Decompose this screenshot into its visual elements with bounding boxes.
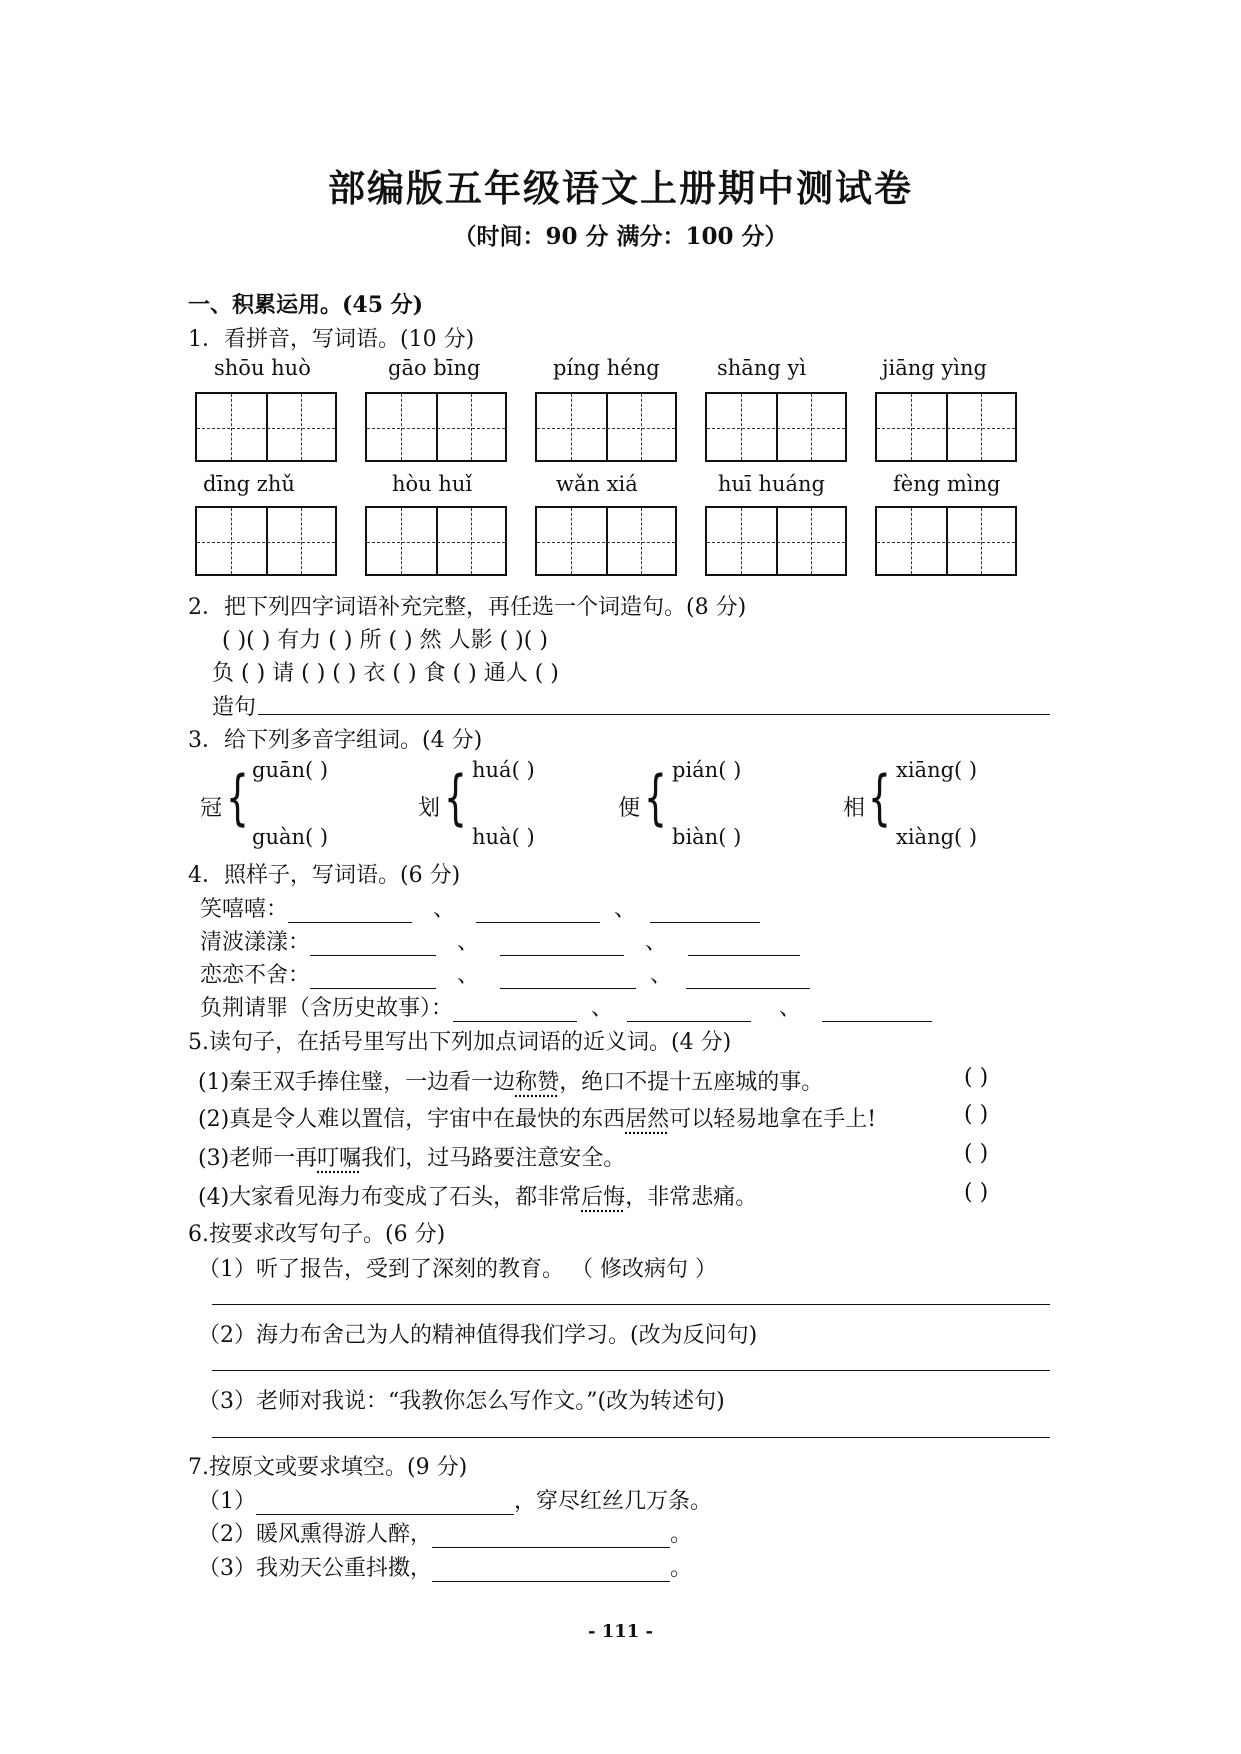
sentence-text: (4)大家看见海力布变成了石头，都非常: [198, 1185, 582, 1210]
dotted-word: 居然: [625, 1107, 670, 1132]
synonym-item: [198, 1102, 876, 1133]
writing-grid[interactable]: [705, 506, 847, 576]
word-pattern-row[interactable]: [200, 958, 810, 989]
sentence-text: (1)秦王双手捧住璧，一边看一边: [198, 1070, 516, 1095]
rewrite-item: （3）老师对我说：“我教你怎么写作文。”(改为转述句): [198, 1389, 725, 1414]
pinyin-label: píng héng: [553, 356, 660, 380]
brace-icon: {: [644, 763, 667, 833]
word-pattern-row[interactable]: [200, 892, 760, 923]
polyphone-char: 冠: [200, 796, 223, 821]
fill-item[interactable]: [198, 1551, 692, 1582]
question-6-label: 6.按要求改写句子。(6 分): [188, 1222, 446, 1247]
question-4-label: 4．照样子，写词语。(6 分): [188, 863, 461, 888]
dotted-word: 叮嘱: [317, 1146, 362, 1171]
page-number: - 111 -: [587, 1621, 654, 1642]
separator: 、: [457, 930, 480, 955]
writing-grid[interactable]: [875, 392, 1017, 462]
polyphone-top[interactable]: pián( ): [672, 758, 742, 782]
sentence-text: ，绝口不提十五座城的事。: [559, 1070, 824, 1095]
writing-grid[interactable]: [705, 392, 847, 462]
word-pattern-label: 清波漾漾：: [200, 930, 311, 955]
polyphone-bottom[interactable]: xiàng( ): [896, 825, 978, 849]
separator: 、: [779, 996, 802, 1021]
word-pattern-label: 恋恋不舍：: [200, 963, 311, 988]
separator: 、: [433, 897, 456, 922]
polyphone-char: 便: [618, 796, 641, 821]
polyphone-bottom[interactable]: biàn( ): [672, 825, 742, 849]
writing-grid[interactable]: [195, 506, 337, 576]
synonym-item: [198, 1180, 757, 1211]
writing-grid[interactable]: [365, 392, 507, 462]
item-text: （1）: [198, 1489, 256, 1514]
answer-blank[interactable]: [688, 933, 800, 956]
answer-blank[interactable]: [500, 933, 624, 956]
word-pattern-label: 负荆请罪（含历史故事）：: [200, 996, 454, 1021]
item-text: （3）我劝天公重抖擞，: [198, 1556, 432, 1581]
brace-icon: {: [868, 763, 891, 833]
answer-blank[interactable]: [822, 999, 932, 1022]
answer-paren[interactable]: ( ): [964, 1065, 989, 1090]
separator: 、: [650, 963, 673, 988]
writing-grid[interactable]: [195, 392, 337, 462]
word-pattern-row[interactable]: [200, 925, 800, 956]
question-3-label: 3．给下列多音字组词。(4 分): [188, 728, 483, 753]
answer-line[interactable]: [212, 1370, 1050, 1371]
answer-line[interactable]: [212, 1437, 1050, 1438]
answer-blank[interactable]: [650, 900, 760, 923]
polyphone-bottom[interactable]: huà( ): [472, 825, 535, 849]
rewrite-item: （1）听了报告，受到了深刻的教育。 （ 修改病句 ）: [198, 1257, 717, 1282]
polyphone-top[interactable]: huá( ): [472, 758, 535, 782]
answer-blank[interactable]: [310, 966, 436, 989]
question-5-label: 5.读句子，在括号里写出下列加点词语的近义词。(4 分): [188, 1030, 732, 1055]
item-text: 。: [670, 1556, 693, 1581]
polyphone-top[interactable]: xiāng( ): [896, 758, 978, 782]
writing-grid[interactable]: [535, 506, 677, 576]
synonym-item: [198, 1141, 625, 1172]
polyphone-char: 划: [418, 796, 441, 821]
brace-icon: {: [226, 763, 249, 833]
answer-blank[interactable]: [453, 999, 577, 1022]
sentence-text: 可以轻易地拿在手上!: [669, 1107, 877, 1132]
brace-icon: {: [444, 763, 467, 833]
word-pattern-row[interactable]: [200, 991, 932, 1022]
separator: 、: [614, 897, 637, 922]
writing-grid[interactable]: [535, 392, 677, 462]
item-text: ，穿尽红丝几万条。: [514, 1489, 713, 1514]
answer-blank[interactable]: [310, 933, 436, 956]
answer-blank[interactable]: [288, 900, 412, 923]
answer-blank[interactable]: [627, 999, 751, 1022]
section-heading: 一、积累运用。(45 分): [188, 292, 424, 318]
exam-info: （时间：90 分 满分：100 分）: [453, 223, 788, 250]
item-text: 。: [670, 1522, 693, 1547]
pinyin-label: gāo bīng: [388, 356, 481, 380]
idiom-fill-line[interactable]: 负 ( ) 请 ( ) ( ) 衣 ( ) 食 ( ) 通人 ( ): [212, 661, 559, 686]
answer-paren[interactable]: ( ): [964, 1102, 989, 1127]
writing-grid[interactable]: [365, 506, 507, 576]
question-7-label: 7.按原文或要求填空。(9 分): [188, 1455, 468, 1480]
answer-blank[interactable]: [432, 1559, 670, 1582]
synonym-item: [198, 1065, 823, 1096]
writing-grid[interactable]: [875, 506, 1017, 576]
page-title: 部编版五年级语文上册期中测试卷: [328, 166, 913, 210]
separator: 、: [457, 963, 480, 988]
separator: 、: [644, 930, 667, 955]
pinyin-label: jiāng yìng: [882, 356, 987, 380]
answer-line[interactable]: [212, 1304, 1050, 1305]
sentence-text: (2)真是令人难以置信，宇宙中在最快的东西: [198, 1107, 626, 1132]
answer-paren[interactable]: ( ): [964, 1141, 989, 1166]
separator: 、: [591, 996, 614, 1021]
answer-blank[interactable]: [500, 966, 636, 989]
pinyin-label: wǎn xiá: [556, 472, 638, 496]
dotted-word: 后悔: [581, 1185, 626, 1210]
sentence-text: (3)老师一再: [198, 1146, 318, 1171]
sentence-text: 我们，过马路要注意安全。: [361, 1146, 626, 1171]
answer-blank[interactable]: [256, 1492, 514, 1515]
idiom-fill-line[interactable]: ( )( ) 有力 ( ) 所 ( ) 然 人影 ( )( ): [222, 628, 548, 653]
dotted-word: 称赞: [515, 1070, 560, 1095]
answer-line[interactable]: [258, 714, 1050, 715]
pinyin-label: huī huáng: [718, 472, 825, 496]
pinyin-label: hòu huǐ: [392, 472, 473, 496]
polyphone-top[interactable]: guān( ): [252, 758, 329, 782]
item-text: （2）暖风熏得游人醉，: [198, 1522, 432, 1547]
question-2-label: 2．把下列四字词语补充完整，再任选一个词造句。(8 分): [188, 595, 747, 620]
fill-item[interactable]: [198, 1517, 692, 1548]
pinyin-label: dīng zhǔ: [203, 472, 295, 496]
fill-item[interactable]: [198, 1484, 712, 1515]
sentence-label: 造句: [212, 695, 257, 720]
pinyin-label: fèng mìng: [893, 472, 1001, 496]
pinyin-label: shāng yì: [717, 356, 807, 380]
polyphone-bottom[interactable]: guàn( ): [252, 825, 329, 849]
question-1-label: 1．看拼音，写词语。(10 分): [188, 327, 475, 352]
answer-blank[interactable]: [476, 900, 600, 923]
answer-blank[interactable]: [686, 966, 810, 989]
answer-paren[interactable]: ( ): [964, 1180, 989, 1205]
rewrite-item: （2）海力布舍己为人的精神值得我们学习。(改为反问句): [198, 1323, 758, 1348]
answer-blank[interactable]: [432, 1525, 670, 1548]
pinyin-label: shōu huò: [214, 356, 311, 380]
word-pattern-label: 笑嘻嘻：: [200, 897, 289, 922]
polyphone-char: 相: [843, 796, 866, 821]
sentence-text: ，非常悲痛。: [625, 1185, 758, 1210]
